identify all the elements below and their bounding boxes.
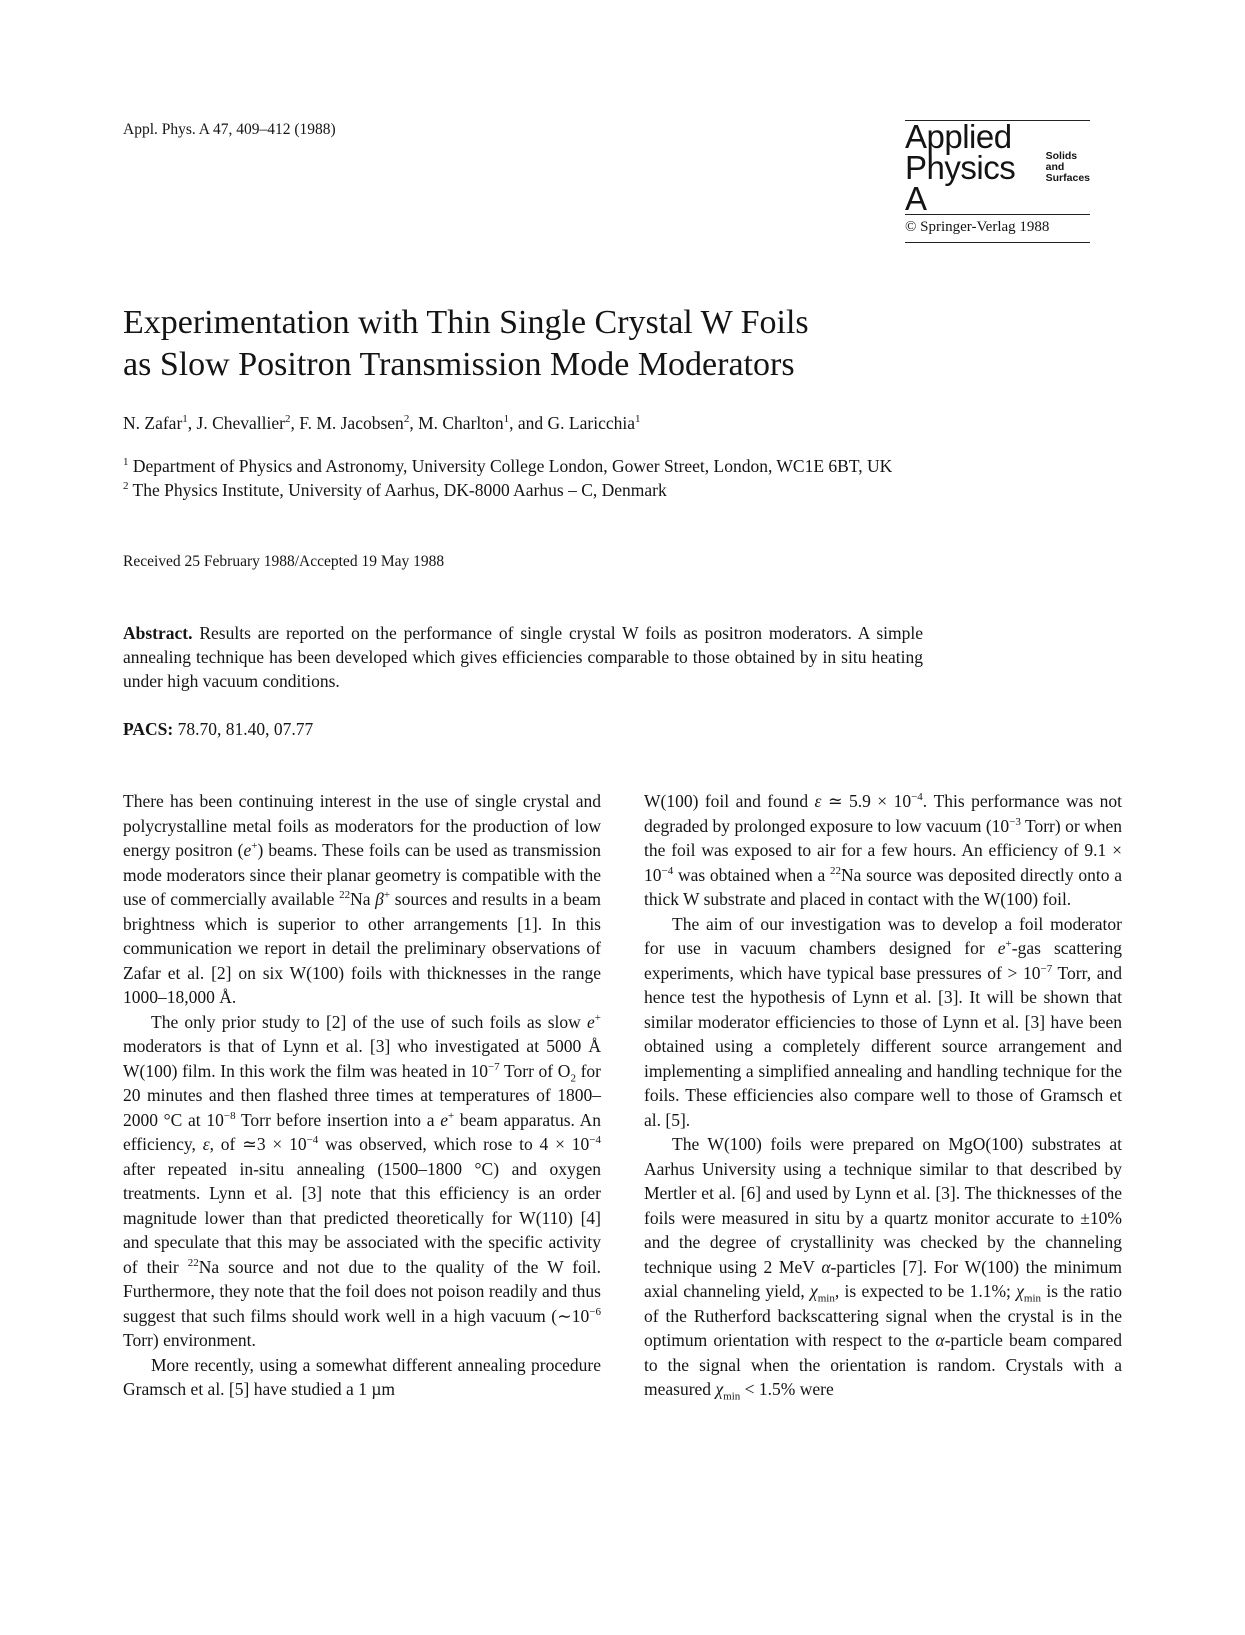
text-run: More recently, using a somewhat different annealing procedure Gramsch et al. [5] have studied a 1 µm [123,1354,601,1399]
text-run: Torr) environment. [123,1330,256,1350]
italic-symbol: α [821,1256,831,1277]
body-paragraph [644,1132,1122,1402]
affiliation [123,454,923,478]
text-run: was obtained when a [673,864,830,885]
body-paragraph [123,789,601,1010]
text-run: ) beams. These foils can be used as transmission mode moderators since their planar geometry is compatible with the use of commercially available [123,840,601,909]
body-column-right [644,789,1122,1402]
journal-name-line1: Applied [905,118,1012,155]
supscript: −4 [661,864,674,877]
author-affiliation-mark: 1 [182,413,188,426]
journal-name-line2: Physics A [905,149,1016,217]
body-paragraph [644,789,1122,912]
copyright: © Springer-Verlag 1988 [905,219,1050,235]
supscript: + [447,1109,455,1122]
text-run: The aim of our investigation was to develop a foil moderator for use in vacuum chambers designed for [644,913,1122,958]
author-name: J. Chevallier [196,413,285,433]
italic-symbol: ε [814,791,822,811]
abstract-label: Abstract. [123,623,193,643]
journal-sub-1: Solids [1045,150,1078,162]
abstract-text: Results are reported on the performance of single crystal W foils as positron moderators. A simple annealing technique has been developed which gives efficiencies comparable to those obtained by in situ heating under high vacuum conditions. [123,623,923,691]
body-paragraph [123,1010,601,1353]
text-run: . This performance was not degraded by prolonged exposure to low vacuum (10 [644,791,1122,836]
author-name: F. M. Jacobsen [299,413,404,433]
text-run: is the ratio of the Rutherford backscattering signal when the crystal is in the optimum orientation with respect to the [644,1281,1122,1350]
text-run: Na source and not due to the quality of the W foil. Furthermore, they note that the foil does not poison readily and thus suggest that such films should work well in a high vacuum (∼10 [123,1256,601,1326]
supscript: −7 [1040,962,1053,975]
journal-logo [905,120,1090,243]
author-separator: , [409,413,419,433]
author-separator: , and [509,413,548,433]
subscript: 2 [570,1072,576,1084]
text-run: sources and results in a beam brightness which is superior to other arrangements [1]. In this communication we report in detail the preliminary observations of Zafar et al. [2] on six W(100) foils with thicknesses in the range 1000–18,000 Å. [123,889,602,1007]
affiliation-number: 2 [123,480,129,493]
text-run: Torr of O [499,1060,571,1081]
subscript: min [723,1390,741,1403]
text-run: ≃ 5.9 × 10 [821,791,912,811]
supscript: + [251,840,258,853]
author-name: G. Laricchia [547,413,635,433]
author-name: M. Charlton [418,413,504,433]
affiliation-number: 1 [123,456,129,469]
subscript: min [1023,1292,1042,1305]
author-affiliation-mark: 1 [634,413,641,426]
text-run: after repeated in-situ annealing (1500–1800 °C) and oxygen treatments. Lynn et al. [3] note that this efficiency is an order magnitude lower than that predicted theoretically for W(110) [4] and speculate that this may be associated with the specific activity of their [123,1158,601,1277]
text-run: There has been continuing interest in the use of single crystal and polycrystalline metal foils as moderators for the production of low energy positron ( [123,791,601,860]
bottom-rule [905,242,1090,243]
affiliations [123,454,923,502]
body-column-left [123,789,601,1402]
supscript: −3 [1009,815,1021,828]
journal-sub-2: and [1045,161,1065,173]
text-run: Torr before insertion into a [235,1109,441,1130]
supscript: −6 [589,1305,601,1318]
affiliation [123,478,923,502]
title-line: Experimentation with Thin Single Crystal W Foils [123,304,809,341]
supscript: −8 [223,1109,236,1122]
text-run: for 20 minutes and then flashed three times at temperatures of 1800–2000 °C at 10 [123,1060,602,1130]
received-dates: Received 25 February 1988/Accepted 19 May 1988 [123,553,445,570]
text-run: Na [350,889,376,909]
pacs-text: 78.70, 81.40, 07.77 [173,719,314,739]
text-run: Torr, and hence test the hypothesis of Lynn et al. [3]. It will be shown that similar moderator efficiencies to those of Lynn et al. [3] have been obtained using a completely different source arrangement and implementing a simplified annealing and handling technique for the foils. These efficiencies also compare well to those of Gramsch et al. [5]. [644,962,1122,1130]
supscript: −4 [589,1134,601,1147]
supscript: + [383,889,391,902]
journal-logo-mark [905,118,1090,217]
italic-symbol: e [997,938,1006,958]
text-run: beam apparatus. An efficiency, [123,1109,601,1154]
subscript: min [817,1292,835,1305]
italic-symbol: χ [715,1379,724,1399]
author-name: N. Zafar [123,413,183,433]
supscript: + [594,1011,601,1024]
journal-sub-3: Surfaces [1045,172,1090,184]
body-paragraph [644,912,1122,1133]
italic-symbol: β [375,889,384,909]
italic-symbol: e [587,1011,595,1032]
abstract [123,621,923,693]
author-affiliation-mark: 1 [503,413,510,426]
supscript: 22 [339,889,351,902]
affiliation-text: Department of Physics and Astronomy, University College London, Gower Street, London, WC1E 6BT, UK [128,456,893,476]
supscript: + [1005,938,1012,951]
text-run: The W(100) foils were prepared on MgO(100) substrates at Aarhus University using a technique similar to that described by Mertler et al. [6] and used by Lynn et al. [3]. The thicknesses of the foils were measured in situ by a quartz monitor accurate to ±10% and the degree of crystallinity was checked by the channeling technique using 2 MeV [644,1134,1122,1277]
text-run: Na source was deposited directly onto a thick W substrate and placed in contact with the W(100) foil. [644,864,1122,909]
paper-title [123,302,1023,386]
middle-rule [905,214,1090,215]
author-affiliation-mark: 2 [284,413,291,426]
title-line: as Slow Positron Transmission Mode Moderators [123,346,795,383]
text-run: W(100) foil and found [644,791,815,811]
author-list [123,413,640,434]
text-run: < 1.5% were [740,1379,834,1399]
supscript: −7 [487,1060,500,1073]
text-run: The only prior study to [2] of the use of such foils as slow [151,1011,587,1032]
journal-citation: Appl. Phys. A 47, 409–412 (1988) [123,121,336,138]
italic-symbol: e [243,840,252,860]
italic-symbol: e [440,1109,448,1130]
supscript: −4 [911,791,923,804]
supscript: −4 [306,1134,319,1147]
text-run: -gas scattering experiments, which have typical base pressures of > 10 [644,938,1122,983]
author-separator: , [187,413,197,433]
italic-symbol: α [935,1330,945,1350]
text-run: -particles [7]. For W(100) the minimum axial channeling yield, [644,1256,1122,1301]
author-separator: , [290,413,300,433]
italic-symbol: χ [810,1281,818,1301]
author-affiliation-mark: 2 [403,413,410,426]
pacs-codes [123,719,313,740]
text-run: moderators is that of Lynn et al. [3] who investigated at 5000 Å W(100) film. In this work the film was heated in 10 [123,1036,601,1081]
affiliation-text: The Physics Institute, University of Aarhus, DK-8000 Aarhus – C, Denmark [128,480,667,500]
italic-symbol: χ [1016,1281,1024,1301]
text-run: -particle beam compared to the signal when the orientation is random. Crystals with a measured [644,1330,1122,1399]
text-run: Torr) or when the foil was exposed to air for a few hours. An efficiency of 9.1 × 10 [644,815,1122,885]
text-run: , of ≃3 × 10 [209,1134,307,1154]
body-paragraph [123,1353,601,1402]
supscript: 22 [187,1256,199,1269]
supscript: 22 [829,864,841,877]
italic-symbol: ε [202,1134,210,1154]
text-run: , is expected to be 1.1%; [834,1281,1017,1301]
text-run: was observed, which rose to 4 × 10 [318,1134,590,1154]
pacs-label: PACS: [123,719,174,739]
